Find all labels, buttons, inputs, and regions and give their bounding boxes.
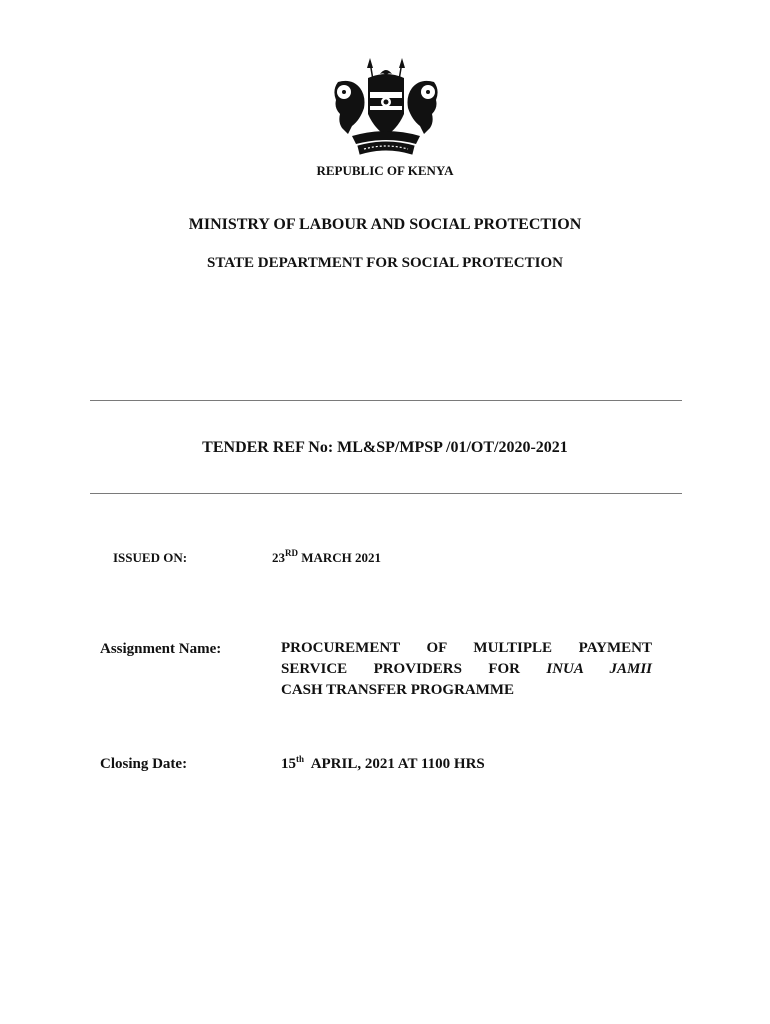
assignment-programme-name: INUA JAMII bbox=[546, 661, 652, 677]
state-department-heading: STATE DEPARTMENT FOR SOCIAL PROTECTION bbox=[207, 255, 563, 271]
issued-day-suffix: RD bbox=[285, 548, 298, 558]
assignment-line-2 bbox=[281, 659, 652, 680]
closing-date-rest: APRIL, 2021 AT 1100 HRS bbox=[304, 756, 485, 772]
closing-date-value bbox=[281, 756, 485, 773]
issued-day: 23 bbox=[272, 550, 285, 565]
assignment-name-value bbox=[281, 638, 652, 701]
assignment-line-1: PROCUREMENT OF MULTIPLE PAYMENT bbox=[281, 640, 652, 656]
closing-day-suffix: th bbox=[296, 754, 305, 764]
kenya-coat-of-arms-icon bbox=[330, 56, 442, 160]
closing-date-label: Closing Date: bbox=[100, 756, 188, 772]
republic-heading: REPUBLIC OF KENYA bbox=[316, 163, 454, 178]
assignment-line-3: CASH TRANSFER PROGRAMME bbox=[281, 682, 515, 698]
ministry-heading: MINISTRY OF LABOUR AND SOCIAL PROTECTION bbox=[188, 216, 582, 233]
tender-reference: TENDER REF No: ML&SP/MPSP /01/OT/2020-2021 bbox=[202, 439, 568, 456]
top-divider bbox=[90, 400, 682, 401]
issued-on-value bbox=[272, 550, 381, 566]
closing-day: 15 bbox=[281, 756, 296, 772]
assignment-line-2-text: SERVICE PROVIDERS FOR bbox=[281, 661, 547, 677]
bottom-divider bbox=[90, 493, 682, 494]
assignment-name-label: Assignment Name: bbox=[100, 641, 222, 657]
issued-on-label: ISSUED ON: bbox=[113, 550, 188, 565]
issued-month-year: MARCH 2021 bbox=[298, 550, 382, 565]
